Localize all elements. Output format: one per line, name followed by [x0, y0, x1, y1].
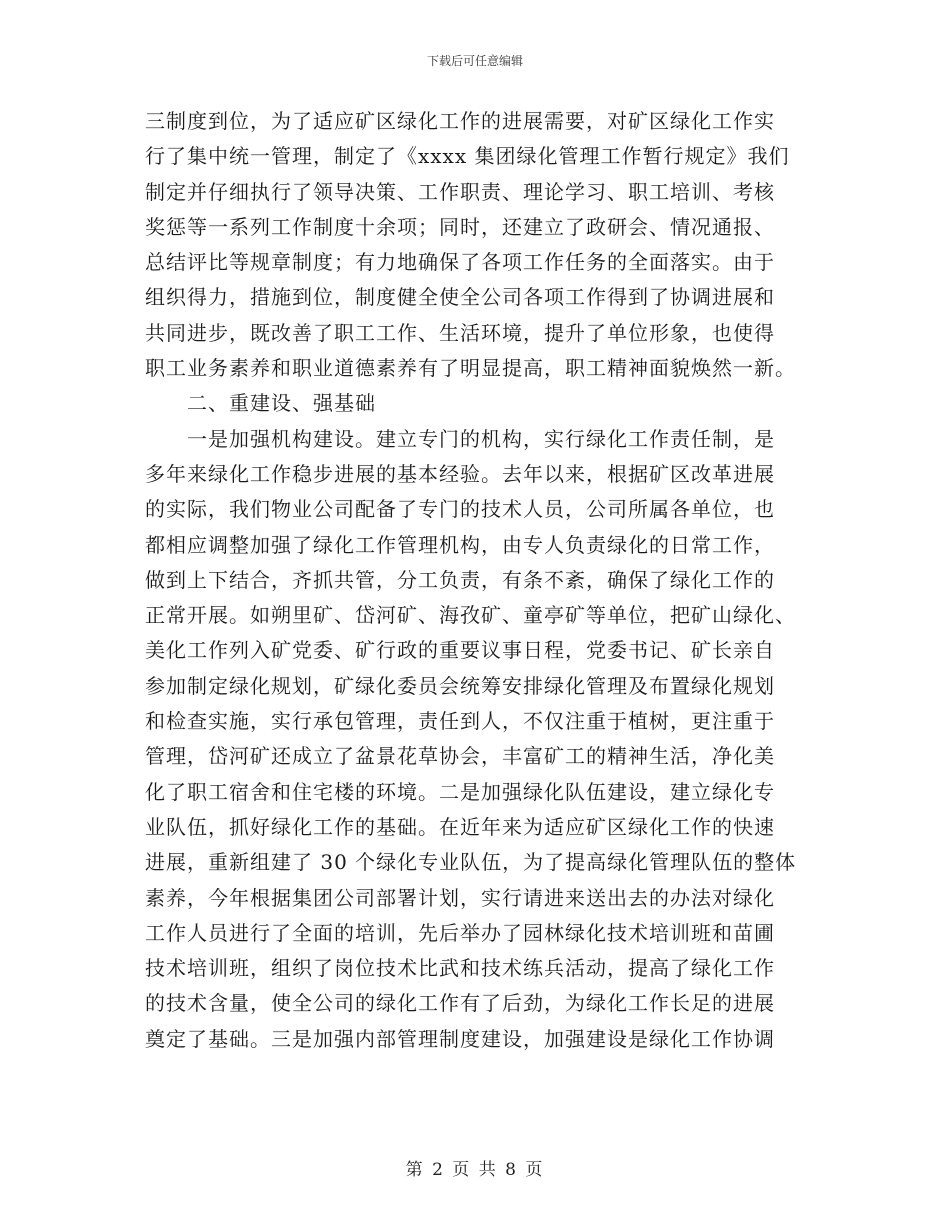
text-line: 工作人员进行了全面的培训，先后举办了园林绿化技术培训班和苗圃	[145, 920, 775, 945]
text-line: 的技术含量，使全公司的绿化工作有了后劲，为绿化工作长足的进展	[145, 991, 775, 1016]
text-line: 共同进步，既改善了职工工作、生活环境，提升了单位形象，也使得	[145, 320, 775, 345]
text-line: 做到上下结合，齐抓共管，分工负责，有条不紊，确保了绿化工作的	[145, 567, 775, 592]
text-line: 的实际，我们物业公司配备了专门的技术人员，公司所属各单位，也	[145, 497, 775, 522]
text-line: 多年来绿化工作稳步进展的基本经验。去年以来，根据矿区改革进展	[145, 461, 775, 486]
text-line: 奖惩等一系列工作制度十余项；同时，还建立了政研会、情况通报、	[145, 214, 775, 239]
text-line: 行了集中统一管理，制定了《xxxx 集团绿化管理工作暂行规定》我们	[145, 144, 790, 169]
text-line: 一是加强机构建设。建立专门的机构，实行绿化工作责任制，是	[187, 426, 775, 451]
text-line: 美化工作列入矿党委、矿行政的重要议事日程，党委书记、矿长亲自	[145, 638, 775, 663]
text-line: 参加制定绿化规划，矿绿化委员会统筹安排绿化管理及布置绿化规划	[145, 673, 775, 698]
body-text	[145, 104, 805, 1057]
text-line: 奠定了基础。三是加强内部管理制度建设，加强建设是绿化工作协调	[145, 1026, 775, 1051]
text-line: 都相应调整加强了绿化工作管理机构，由专人负责绿化的日常工作，	[145, 532, 775, 557]
text-line: 制定并仔细执行了领导决策、工作职责、理论学习、职工培训、考核	[145, 179, 775, 204]
text-line: 管理，岱河矿还成立了盆景花草协会，丰富矿工的精神生活，净化美	[145, 744, 775, 769]
text-line: 技术培训班，组织了岗位技术比武和技术练兵活动，提高了绿化工作	[145, 956, 775, 981]
text-line: 和检查实施，实行承包管理，责任到人，不仅注重于植树，更注重于	[145, 709, 775, 734]
page-number-footer: 第 2 页 共 8 页	[405, 1160, 545, 1180]
text-line: 总结评比等规章制度；有力地确保了各项工作任务的全面落实。由于	[145, 250, 775, 275]
text-line: 业队伍，抓好绿化工作的基础。在近年来为适应矿区绿化工作的快速	[145, 814, 775, 839]
text-line: 进展，重新组建了 30 个绿化专业队伍，为了提高绿化管理队伍的整体	[145, 850, 797, 875]
page-header: 下载后可任意编辑	[426, 54, 523, 68]
section-heading: 二、重建设、强基础	[187, 391, 376, 416]
text-line: 正常开展。如朔里矿、岱河矿、海孜矿、童亭矿等单位，把矿山绿化、	[145, 603, 796, 628]
text-line: 素养，今年根据集团公司部署计划，实行请进来送出去的办法对绿化	[145, 885, 775, 910]
text-line: 组织得力，措施到位，制度健全使全公司各项工作得到了协调进展和	[145, 285, 775, 310]
text-line: 化了职工宿舍和住宅楼的环境。二是加强绿化队伍建设，建立绿化专	[145, 779, 775, 804]
text-line: 职工业务素养和职业道德素养有了明显提高，职工精神面貌焕然一新。	[145, 356, 796, 381]
text-line: 三制度到位，为了适应矿区绿化工作的进展需要，对矿区绿化工作实	[145, 109, 775, 133]
